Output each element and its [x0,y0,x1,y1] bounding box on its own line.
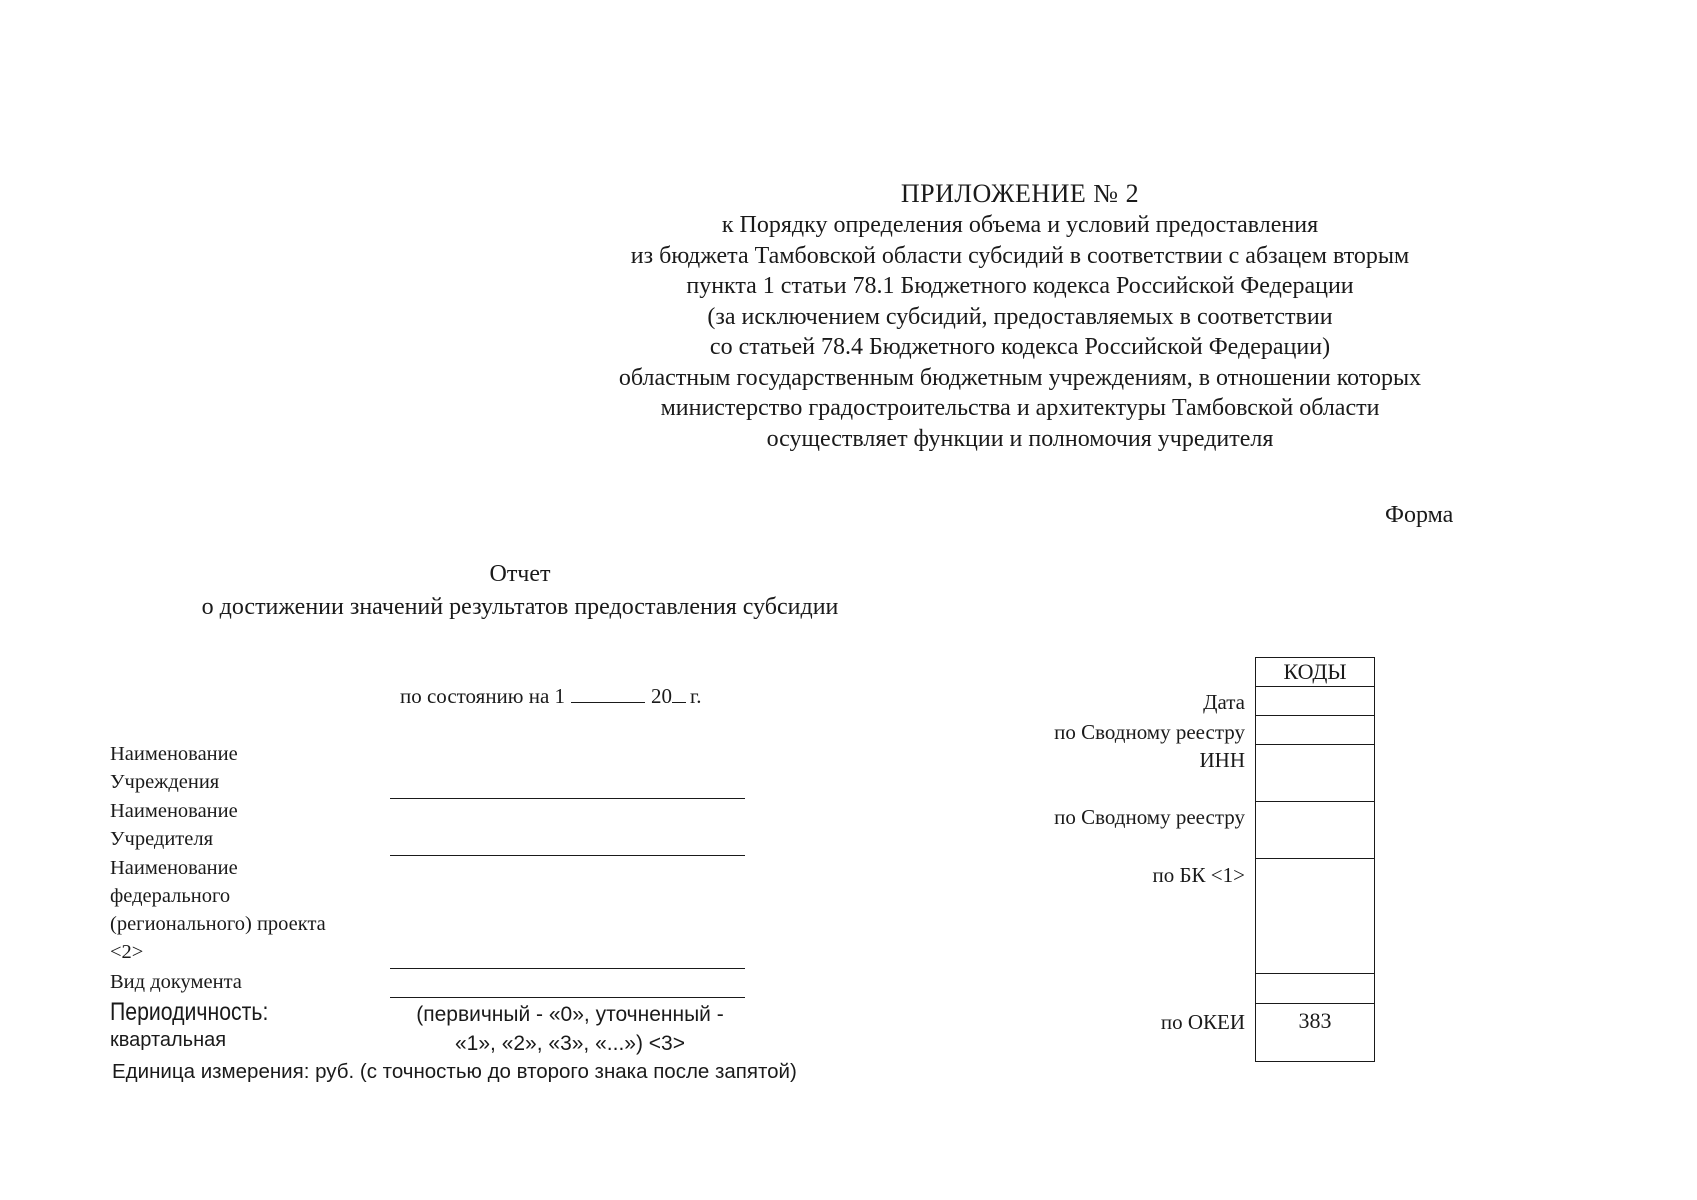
appendix-line: к Порядку определения объема и условий предоставления [721,212,1319,238]
appendix-line: из бюджета Тамбовской области субсидий в соответствии с абзацем вторым [630,242,1410,269]
date-code-cell[interactable] [1256,686,1374,715]
institution-label-line: Наименование [110,743,238,765]
report-subtitle: о достижении значений результатов предоставления субсидии [201,594,839,620]
appendix-line: министерство градостроительства и архитектуры Тамбовской области [660,395,1380,421]
appendix-header [520,178,1520,454]
bk-code-cell[interactable] [1256,858,1374,973]
founder-label [110,797,238,853]
periodicity-note [400,1000,740,1058]
appendix-line: пункта 1 статьи 78.1 Бюджетного кодекса Российской Федерации [686,273,1354,299]
bk-code-label: по БК <1> [1152,863,1245,887]
founder-label-line: Наименование [110,800,238,822]
as-of-prefix: по состоянию на 1 [400,684,566,708]
report-title: Отчет [489,561,551,587]
project-label-line: <2> [110,941,144,963]
form-label: Форма [1385,502,1454,528]
appendix-line: осуществляет функции и полномочия учредителя [766,425,1274,452]
codes-table [1255,657,1375,1062]
founder-label-line: Учредителя [110,828,214,850]
appendix-line: (за исключением субсидий, предоставляемых в соответствии [707,303,1333,330]
registry-code-cell-2[interactable] [1256,801,1374,858]
periodicity-note-line: «1», «2», «3», «...») <3> [454,1032,685,1055]
year-blank[interactable] [672,702,686,703]
periodicity-value: квартальная [110,1029,227,1051]
project-label-line: (регионального) проекта [110,913,326,935]
as-of-date-line [400,684,702,709]
appendix-line: со статьей 78.4 Бюджетного кодекса Российской Федерации) [709,334,1331,360]
codes-header: КОДЫ [1283,659,1347,684]
registry-code-cell[interactable] [1256,715,1374,744]
institution-label-line: Учреждения [110,771,220,793]
doc-type-field-line[interactable] [390,997,745,998]
doc-type-label: Вид документа [110,971,242,993]
periodicity-note-line: (первичный - «0», уточненный - [416,1003,724,1026]
project-label-line: федерального [110,885,231,907]
okei-code-label: по ОКЕИ [1160,1010,1245,1034]
inn-code-label: ИНН [1199,748,1245,772]
as-of-suffix: г. [690,684,702,708]
okei-code-cell[interactable]: 383 [1256,1003,1374,1061]
founder-field-line[interactable] [390,855,745,856]
report-title-block [110,558,930,624]
registry-code-label-2: по Сводному реестру [1054,805,1245,829]
institution-label [110,740,238,796]
periodicity-label: Периодичность: [110,998,269,1026]
blank-code-cell[interactable] [1256,973,1374,1003]
registry-code-label: по Сводному реестру [1054,720,1245,744]
project-label-line: Наименование [110,857,238,879]
inn-code-cell[interactable] [1256,744,1374,801]
month-blank[interactable] [571,702,645,703]
appendix-line: областным государственным бюджетным учреждениям, в отношении которых [618,364,1422,391]
institution-field-line[interactable] [390,798,745,799]
unit-of-measure: Единица измерения: руб. (с точностью до второго знака после запятой) [112,1060,797,1083]
as-of-year: 20 [651,684,673,708]
project-label [110,854,326,966]
appendix-heading: ПРИЛОЖЕНИЕ № 2 [900,179,1140,208]
date-code-label: Дата [1203,690,1245,714]
project-field-line[interactable] [390,968,745,969]
